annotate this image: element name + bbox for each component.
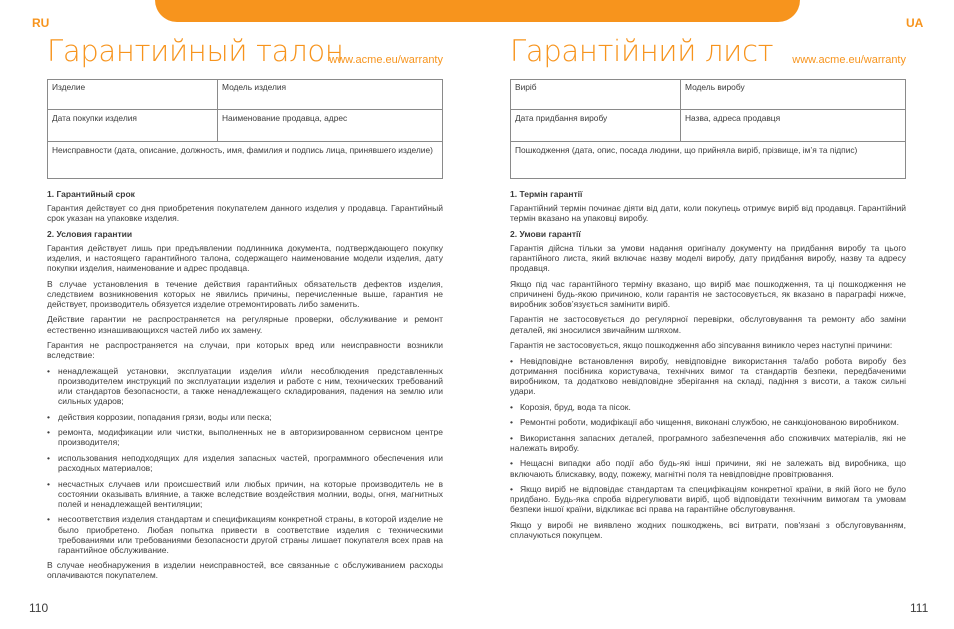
section-heading: 1. Термін гарантії <box>510 189 583 199</box>
exclusion-list <box>510 356 906 515</box>
paragraph: Гарантійний термін починає діяти від дати, коли покупець отримує виріб від продавця. Гарантійний термін вказано на упаковці виробу. <box>510 203 906 224</box>
list-item <box>510 484 906 514</box>
list-item-text: Нещасні випадки або події або будь-які інші причини, які не залежать від виробника, що включають блискавку, воду, пожежу, магнітні поля та невідповідне провітрювання. <box>510 458 906 479</box>
paragraph: Гарантія не застосовується, якщо пошкодження або зіпсування виникло через наступні причини: <box>510 340 893 351</box>
list-item <box>510 458 906 478</box>
list-item-text: Корозія, бруд, вода та пісок. <box>519 401 631 412</box>
list-item-text: Якщо виріб не відповідає стандартам та специфікаціям конкретної країни, в якій його не було придбано. Будь-яка спроба відрегулювати виріб, щоб відповідати технічним вимогам та умовам безпеки іншої країни, відкликає всі права на гарантійне обслуговування. <box>510 484 906 515</box>
paragraph: Действие гарантии не распространяется на регулярные проверки, обслуживание и ремонт естественно изнашивающихся частей либо их замену. <box>47 314 443 335</box>
left-page <box>47 34 443 586</box>
page-title: Гарантийный талон <box>47 34 344 68</box>
list-item: • ненадлежащей установки, эксплуатации изделия и/или несоблюдения представленных производителем инструкций по эксплуатации изделия и работе с ним, технических требований или стандартов безопасности, а также ненадлежащего складирования, падения на землю или сильных ударов; <box>47 366 443 406</box>
page-title: Гарантійний лист <box>510 34 774 68</box>
list-item: • несоответствия изделия стандартам и спецификациям конкретной страны, в которой изделие не было приобретено. Любая попытка привести в соответствие изделия с техническими требованиями или требованиями безопасности другой страны лишает покупателя всех прав на гарантийное обслуживание. <box>47 514 443 554</box>
left-heading <box>47 34 443 76</box>
list-item-text: Ремонтні роботи, модифікації або чищення, виконані службою, не санкціонованою виробником. <box>519 417 899 428</box>
bullet-glyph: • <box>510 484 513 495</box>
paragraph: В случае установления в течение действия гарантийных обязательств дефектов изделия, следствием возникновения которых не явились причины, перечисленные выше, гарантия не действует, производитель обязуется изделие отремонтировать либо заменить. <box>47 278 443 309</box>
paragraph: Гарантия не распространяется на случаи, при которых вред или неисправности возникли вследствие: <box>47 340 443 361</box>
warranty-url: www.acme.eu/warranty <box>792 54 906 66</box>
list-item: • несчастных случаев или происшествий или любых причин, на которые производитель не в состоянии оказывать влияние, а также вследствие воздействия молнии, воды, огня, магнитных полей и ненадлежащей вентиляции; <box>47 479 443 509</box>
bullet-glyph: • <box>510 401 513 412</box>
list-item: • использования неподходящих для изделия запасных частей, программного обеспечения или расходных материалов; <box>47 453 443 473</box>
list-item-text: Використання запасних деталей, програмного забезпечення або споживчих матеріалів, які не належать виробу. <box>510 432 906 453</box>
warranty-url: www.acme.eu/warranty <box>329 54 443 66</box>
list-item <box>510 417 906 427</box>
purchase-date-field: Дата покупки изделия <box>48 110 218 142</box>
bullet-glyph: • <box>510 432 513 443</box>
section-heading: 2. Умови гарантії <box>510 228 581 239</box>
list-item <box>510 433 906 453</box>
model-field: Модель изделия <box>218 80 443 110</box>
header-orange-bar <box>155 0 800 22</box>
bullet-glyph: • <box>510 417 513 428</box>
model-field: Модель виробу <box>681 80 906 110</box>
warranty-form-table <box>510 79 906 179</box>
list-item: • ремонта, модификации или чистки, выполненных не в авторизированном сервисном центре производителя; <box>47 427 443 447</box>
section-heading: 2. Условия гарантии <box>47 228 133 239</box>
seller-field: Наименование продавца, адрес <box>218 110 443 142</box>
product-field: Виріб <box>511 80 681 110</box>
right-heading <box>510 34 906 76</box>
product-field: Изделие <box>48 80 218 110</box>
language-label-ru: RU <box>32 16 50 30</box>
paragraph: Гарантія дійсна тільки за умови надання оригіналу документу на придбання виробу та цього гарантійного листа, який включає назву моделі виробу, дату придбання виробу, назву та адресу продавця. <box>510 242 906 274</box>
warranty-form-table <box>47 79 443 179</box>
language-label-ua: UA <box>906 16 924 30</box>
page-number-left: 110 <box>29 601 49 615</box>
list-item: • действия коррозии, попадания грязи, воды или песка; <box>47 412 443 422</box>
page-number-right: 111 <box>910 601 929 615</box>
defects-field: Неисправности (дата, описание, должность, имя, фамилия и подпись лица, принявшего изделие) <box>48 142 443 179</box>
bullet-glyph: • <box>510 458 513 469</box>
purchase-date-field: Дата придбання виробу <box>511 110 681 142</box>
exclusion-list <box>47 366 443 555</box>
list-item <box>510 356 906 396</box>
paragraph: В случае необнаружения в изделии неисправностей, все связанные с обслуживанием расходы оплачиваются покупателем. <box>47 560 443 581</box>
warranty-text <box>47 189 443 581</box>
warranty-text <box>510 189 906 540</box>
paragraph: Гарантия действует лишь при предъявлении подлинника документа, подтверждающего покупку изделия, и настоящего гарантийного талона, содержащего наименование модели изделия, дату покупки изделия, наименование и адрес продавца. <box>47 242 443 274</box>
paragraph: Якщо у виробі не виявлено жодних пошкоджень, всі витрати, пов'язані з обслуговуванням, сплачуються покупцем. <box>510 519 906 541</box>
list-item-text: Невідповідне встановлення виробу, невідповідне використання та/або робота виробу без дотримання посібника користувача, технічних вимог та стандартів безпеки, передбаченими виробником, та додатково невідповідне зберігання на складі, падіння з висоти, а також сильні удари. <box>510 355 906 396</box>
defects-field: Пошкодження (дата, опис, посада людини, що прийняла виріб, прізвище, ім’я та підпис) <box>511 142 906 179</box>
list-item <box>510 402 906 412</box>
paragraph: Гарантія не застосовується до регулярної перевірки, обслуговування та ремонту або заміни деталей, які зносилися звичайним шляхом. <box>510 314 906 335</box>
paragraph: Якщо під час гарантійного терміну вказано, що виріб має пошкодження, та ці пошкодження не спричинені будь-якою причиною, коли гарантія не застосовується, як вказано в параграфі нижче, виробник зобов’язується замінити виріб. <box>510 278 906 309</box>
paragraph: Гарантия действует со дня приобретения покупателем данного изделия у продавца. Гарантийный срок указан на упаковке изделия. <box>47 203 443 224</box>
section-heading: 1. Гарантийный срок <box>47 189 135 199</box>
right-page <box>510 34 906 546</box>
seller-field: Назва, адреса продавця <box>681 110 906 142</box>
bullet-glyph: • <box>510 355 513 366</box>
